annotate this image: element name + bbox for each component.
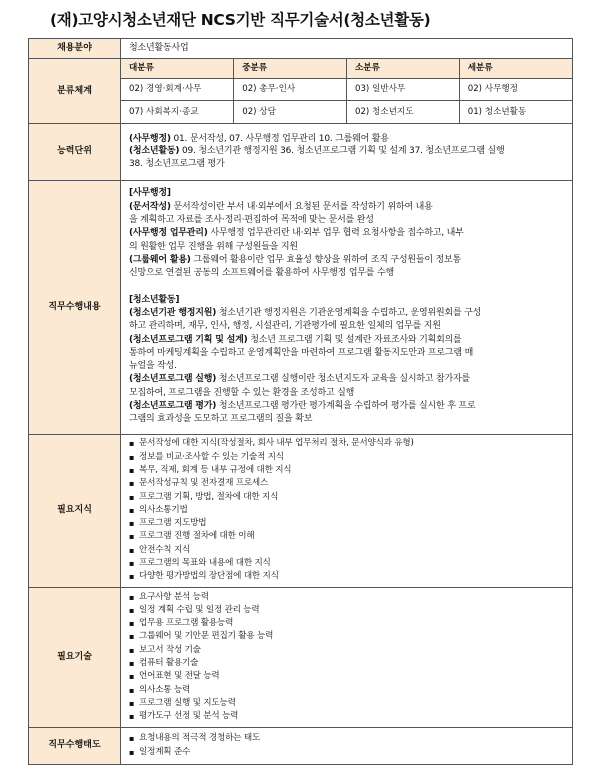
- knowledge-list: [129, 437, 564, 583]
- skill-item: ▪ 프로그램 실행 및 지도능력: [129, 697, 564, 710]
- cell-detail: 02) 사무행정: [459, 79, 572, 101]
- ability-content: [121, 123, 573, 180]
- cell-middle: 02) 총무·인사: [234, 79, 347, 101]
- attitude-content: [121, 727, 573, 764]
- duty-line: 신망으로 연결된 공동의 소프트웨어를 활용하여 사무행정 업무를 수행: [129, 268, 394, 279]
- classification-header: [121, 59, 572, 79]
- duty-line: 통하여 마케팅계획을 수립하고 운영계획안을 마련하여 프로그램 활동지도안과 프로그램 매: [129, 347, 474, 358]
- duty-line: (문서작성) 문서작성이란 부서 내·외부에서 요청된 문서를 작성하기 위하여 내용: [129, 201, 433, 212]
- knowledge-item: ▪ 의사소통기법: [129, 504, 564, 517]
- knowledge-item: ▪ 프로그램 기획, 방법, 절차에 대한 지식: [129, 491, 564, 504]
- header-detail: 세분류: [459, 59, 572, 79]
- attitude-list: [129, 732, 564, 759]
- cell-major: 02) 경영·회계·사무: [121, 79, 234, 101]
- knowledge-item: ▪ 문서작성에 대한 지식(작성절차, 회사 내부 업무처리 절차, 문서양식과 유형): [129, 437, 564, 450]
- skill-item: ▪ 업무용 프로그램 활용능력: [129, 617, 564, 630]
- cell-minor: 03) 일반사무: [347, 79, 460, 101]
- label-classification: 분류체계: [29, 59, 121, 124]
- row-skills: [29, 587, 573, 727]
- job-description-table: [28, 38, 573, 765]
- duty-line: 뉴얼을 작성.: [129, 361, 177, 372]
- skill-item: ▪ 보고서 작성 기술: [129, 644, 564, 657]
- duty-line: 의 원활한 업무 진행을 위해 구성원들을 지원: [129, 241, 298, 252]
- duty-line: (청소년프로그램 평가) 청소년프로그램 평가란 평가계획을 수립하여 평가를 실시한 후 프로: [129, 401, 476, 412]
- skill-item: ▪ 일정 계획 수립 및 일정 관리 능력: [129, 604, 564, 617]
- knowledge-item: ▪ 문서작성규칙 및 전자결재 프로세스: [129, 477, 564, 490]
- duty-line: (청소년프로그램 기획 및 설계) 청소년 프로그램 기획 및 설계란 자료조사와 기획회의를: [129, 334, 462, 345]
- label-skills: 필요기술: [29, 587, 121, 727]
- knowledge-item: ▪ 다양한 평가방법의 장단점에 대한 지식: [129, 570, 564, 583]
- duty-line: (그룹웨어 활용) 그룹웨어 활용이란 업무 효율성 향상을 위하여 조직 구성원들이 정보통: [129, 254, 462, 265]
- duty-line: (사무행정 업무관리) 사무행정 업무관리란 내·외부 업무 협력 요청사항을 접수하고, 내부: [129, 228, 464, 239]
- label-knowledge: 필요지식: [29, 434, 121, 587]
- label-ability: 능력단위: [29, 123, 121, 180]
- duty-line: 모집하여, 프로그램을 진행할 수 있는 환경을 조성하고 실행: [129, 387, 355, 398]
- row-classification: [29, 59, 573, 124]
- cell-middle: 02) 상담: [234, 101, 347, 123]
- duty-content: [121, 180, 573, 434]
- duty-blank-line: [129, 280, 564, 293]
- skill-item: ▪ 컴퓨터 활용기술: [129, 657, 564, 670]
- value-recruit: 청소년활동사업: [121, 39, 573, 59]
- knowledge-content: [121, 434, 573, 587]
- ability-line: (사무행정) 01. 문서작성, 07. 사무행정 업무관리 10. 그룹웨어 활용: [129, 134, 389, 145]
- knowledge-item: ▪ 프로그램의 목표와 내용에 대한 지식: [129, 557, 564, 570]
- knowledge-item: ▪ 프로그램 지도방법: [129, 517, 564, 530]
- cell-detail: 01) 청소년활동: [459, 101, 572, 123]
- header-minor: 소분류: [347, 59, 460, 79]
- duty-line: 을 계획하고 자료를 조사·정리·편집하여 목적에 맞는 문서를 완성: [129, 214, 374, 225]
- skill-item: ▪ 언어표현 및 전달 능력: [129, 670, 564, 683]
- duty-line: (청소년기관 행정지원) 청소년기관 행정지원은 기관운영계획을 수립하고, 운영위원회를 구성: [129, 308, 482, 318]
- cell-minor: 02) 청소년지도: [347, 101, 460, 123]
- label-duty: 직무수행내용: [29, 180, 121, 434]
- knowledge-item: ▪ 정보를 비교·조사할 수 있는 기술적 지식: [129, 451, 564, 464]
- ability-line: (청소년활동) 09. 청소년기관 행정지원 36. 청소년프로그램 기획 및 설계 37. 청소년프로그램 실행: [129, 146, 505, 157]
- cell-major: 07) 사회복지·종교: [121, 101, 234, 123]
- row-attitude: [29, 727, 573, 764]
- skill-item: ▪ 그룹웨어 및 기안문 편집기 활용 능력: [129, 630, 564, 643]
- ability-line: 38. 청소년프로그램 평가: [129, 158, 225, 169]
- row-knowledge: [29, 434, 573, 587]
- header-major: 대분류: [121, 59, 234, 79]
- attitude-item: ▪ 일정계획 준수: [129, 746, 564, 759]
- header-middle: 중분류: [234, 59, 347, 79]
- label-recruit: 채용분야: [29, 39, 121, 59]
- skills-content: [121, 587, 573, 727]
- classification-row: [121, 101, 572, 123]
- skills-list: [129, 591, 564, 724]
- duty-line: 그램의 효과성을 도모하고 프로그램의 질을 확보: [129, 414, 313, 425]
- classification-row: [121, 79, 572, 101]
- label-attitude: 직무수행태도: [29, 727, 121, 764]
- knowledge-item: ▪ 프로그램 진행 절차에 대한 이해: [129, 530, 564, 543]
- classification-table: [121, 59, 572, 123]
- page-title: (재)고양시청소년재단 NCS기반 직무기술서(청소년활동): [50, 11, 431, 29]
- knowledge-item: ▪ 안전수칙 지식: [129, 544, 564, 557]
- duty-line: (청소년프로그램 실행) 청소년프로그램 실행이란 청소년지도자 교육을 실시하고 참가자를: [129, 374, 471, 385]
- row-recruit: [29, 39, 573, 59]
- skill-item: ▪ 요구사항 분석 능력: [129, 591, 564, 604]
- skill-item: ▪ 의사소통 능력: [129, 684, 564, 697]
- duty-line: [청소년활동]: [129, 294, 180, 305]
- duty-line: [사무행정]: [129, 188, 171, 199]
- attitude-item: ▪ 요청내용의 적극적 경청하는 태도: [129, 732, 564, 745]
- row-ability: [29, 123, 573, 180]
- knowledge-item: ▪ 복무, 직제, 회계 등 내부 규정에 대한 지식: [129, 464, 564, 477]
- skill-item: ▪ 평가도구 선정 및 분석 능력: [129, 710, 564, 723]
- duty-line: 하고 관리하며, 재무, 인사, 행정, 시설관리, 기관평가에 필요한 일체의 업무를 지원: [129, 321, 441, 332]
- row-duty: [29, 180, 573, 434]
